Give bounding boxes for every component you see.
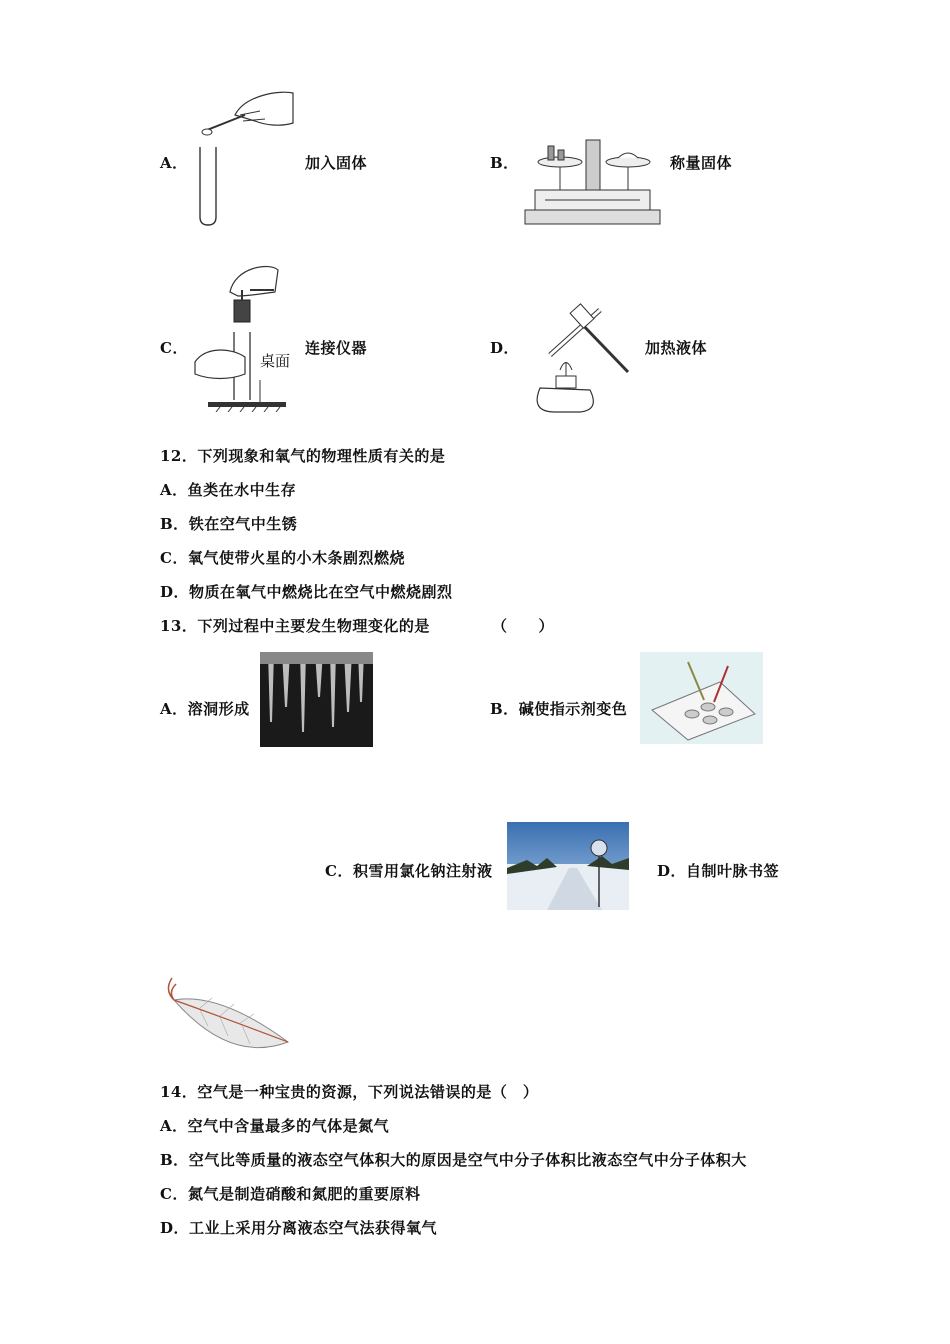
q11-option-c-text: 连接仪器	[305, 339, 368, 357]
option-letter: D．	[160, 583, 190, 601]
q14-option-a	[160, 1115, 389, 1136]
option-text: 溶洞形成	[187, 700, 250, 718]
option-letter: D．	[657, 862, 687, 880]
q13-option-d	[657, 860, 779, 881]
option-letter: B．	[160, 1151, 189, 1169]
option-text: 鱼类在水中生存	[187, 481, 297, 499]
q12-option-a	[160, 479, 296, 500]
option-text: 自制叶脉书签	[686, 862, 780, 880]
option-letter: A．	[160, 154, 188, 172]
option-text: 积雪用氯化钠注射液	[352, 862, 493, 880]
cave-photo	[260, 652, 373, 747]
option-letter: C．	[325, 862, 353, 880]
connect-apparatus-figure	[190, 262, 290, 412]
add-solid-figure	[185, 85, 300, 230]
option-text: 铁在空气中生锈	[188, 515, 298, 533]
option-letter: B．	[160, 515, 189, 533]
option-text: 空气比等质量的液态空气体积大的原因是空气中分子体积比液态空气中分子体积大	[188, 1151, 747, 1169]
option-text: 氮气是制造硝酸和氮肥的重要原料	[187, 1185, 421, 1203]
q11-option-a-text: 加入固体	[305, 154, 368, 172]
option-text: 空气中含量最多的气体是氮气	[187, 1117, 390, 1135]
q11-option-d	[490, 337, 519, 358]
q13-option-b	[490, 698, 627, 719]
q11-option-b	[490, 152, 519, 173]
q11-option-c	[160, 337, 188, 358]
option-letter: C．	[160, 1185, 188, 1203]
option-letter: C．	[160, 339, 188, 357]
option-letter: B．	[490, 154, 519, 172]
q11-option-b-text: 称量固体	[670, 154, 733, 172]
option-text: 物质在氧气中燃烧比在空气中燃烧剧烈	[189, 583, 453, 601]
q14-option-b	[160, 1149, 747, 1170]
balance-figure	[520, 132, 665, 230]
q14-stem: 14．空气是一种宝贵的资源，下列说法错误的是（ ）	[160, 1083, 539, 1101]
q13-option-a	[160, 698, 250, 719]
option-letter: A．	[160, 700, 188, 718]
option-letter: D．	[160, 1219, 190, 1237]
option-letter: A．	[160, 481, 188, 499]
heat-liquid-figure	[520, 300, 635, 415]
q13-option-c	[325, 860, 492, 881]
q12-option-d	[160, 581, 453, 602]
option-letter: B．	[490, 700, 519, 718]
q13-stem: 13．下列过程中主要发生物理变化的是	[160, 617, 430, 635]
option-letter: A．	[160, 1117, 188, 1135]
option-letter: C．	[160, 549, 188, 567]
option-text: 工业上采用分离液态空气法获得氧气	[189, 1219, 438, 1237]
q11-option-a	[160, 152, 188, 173]
spot-plate-figure	[640, 652, 763, 744]
q11-option-d-text: 加热液体	[645, 339, 708, 357]
q14-option-c	[160, 1183, 420, 1204]
q12-option-c	[160, 547, 405, 568]
snow-road-photo	[507, 822, 629, 910]
option-letter: D．	[490, 339, 520, 357]
desk-label: 桌面	[260, 352, 291, 370]
option-text: 氧气使带火星的小木条剧烈燃烧	[187, 549, 405, 567]
q13-answer-bracket: （ ）	[492, 617, 555, 635]
option-text: 碱使指示剂变色	[518, 700, 628, 718]
q12-stem: 12．下列现象和氧气的物理性质有关的是	[160, 447, 446, 465]
q12-option-b	[160, 513, 297, 534]
leaf-vein-figure	[160, 970, 295, 1065]
q14-option-d	[160, 1217, 437, 1238]
